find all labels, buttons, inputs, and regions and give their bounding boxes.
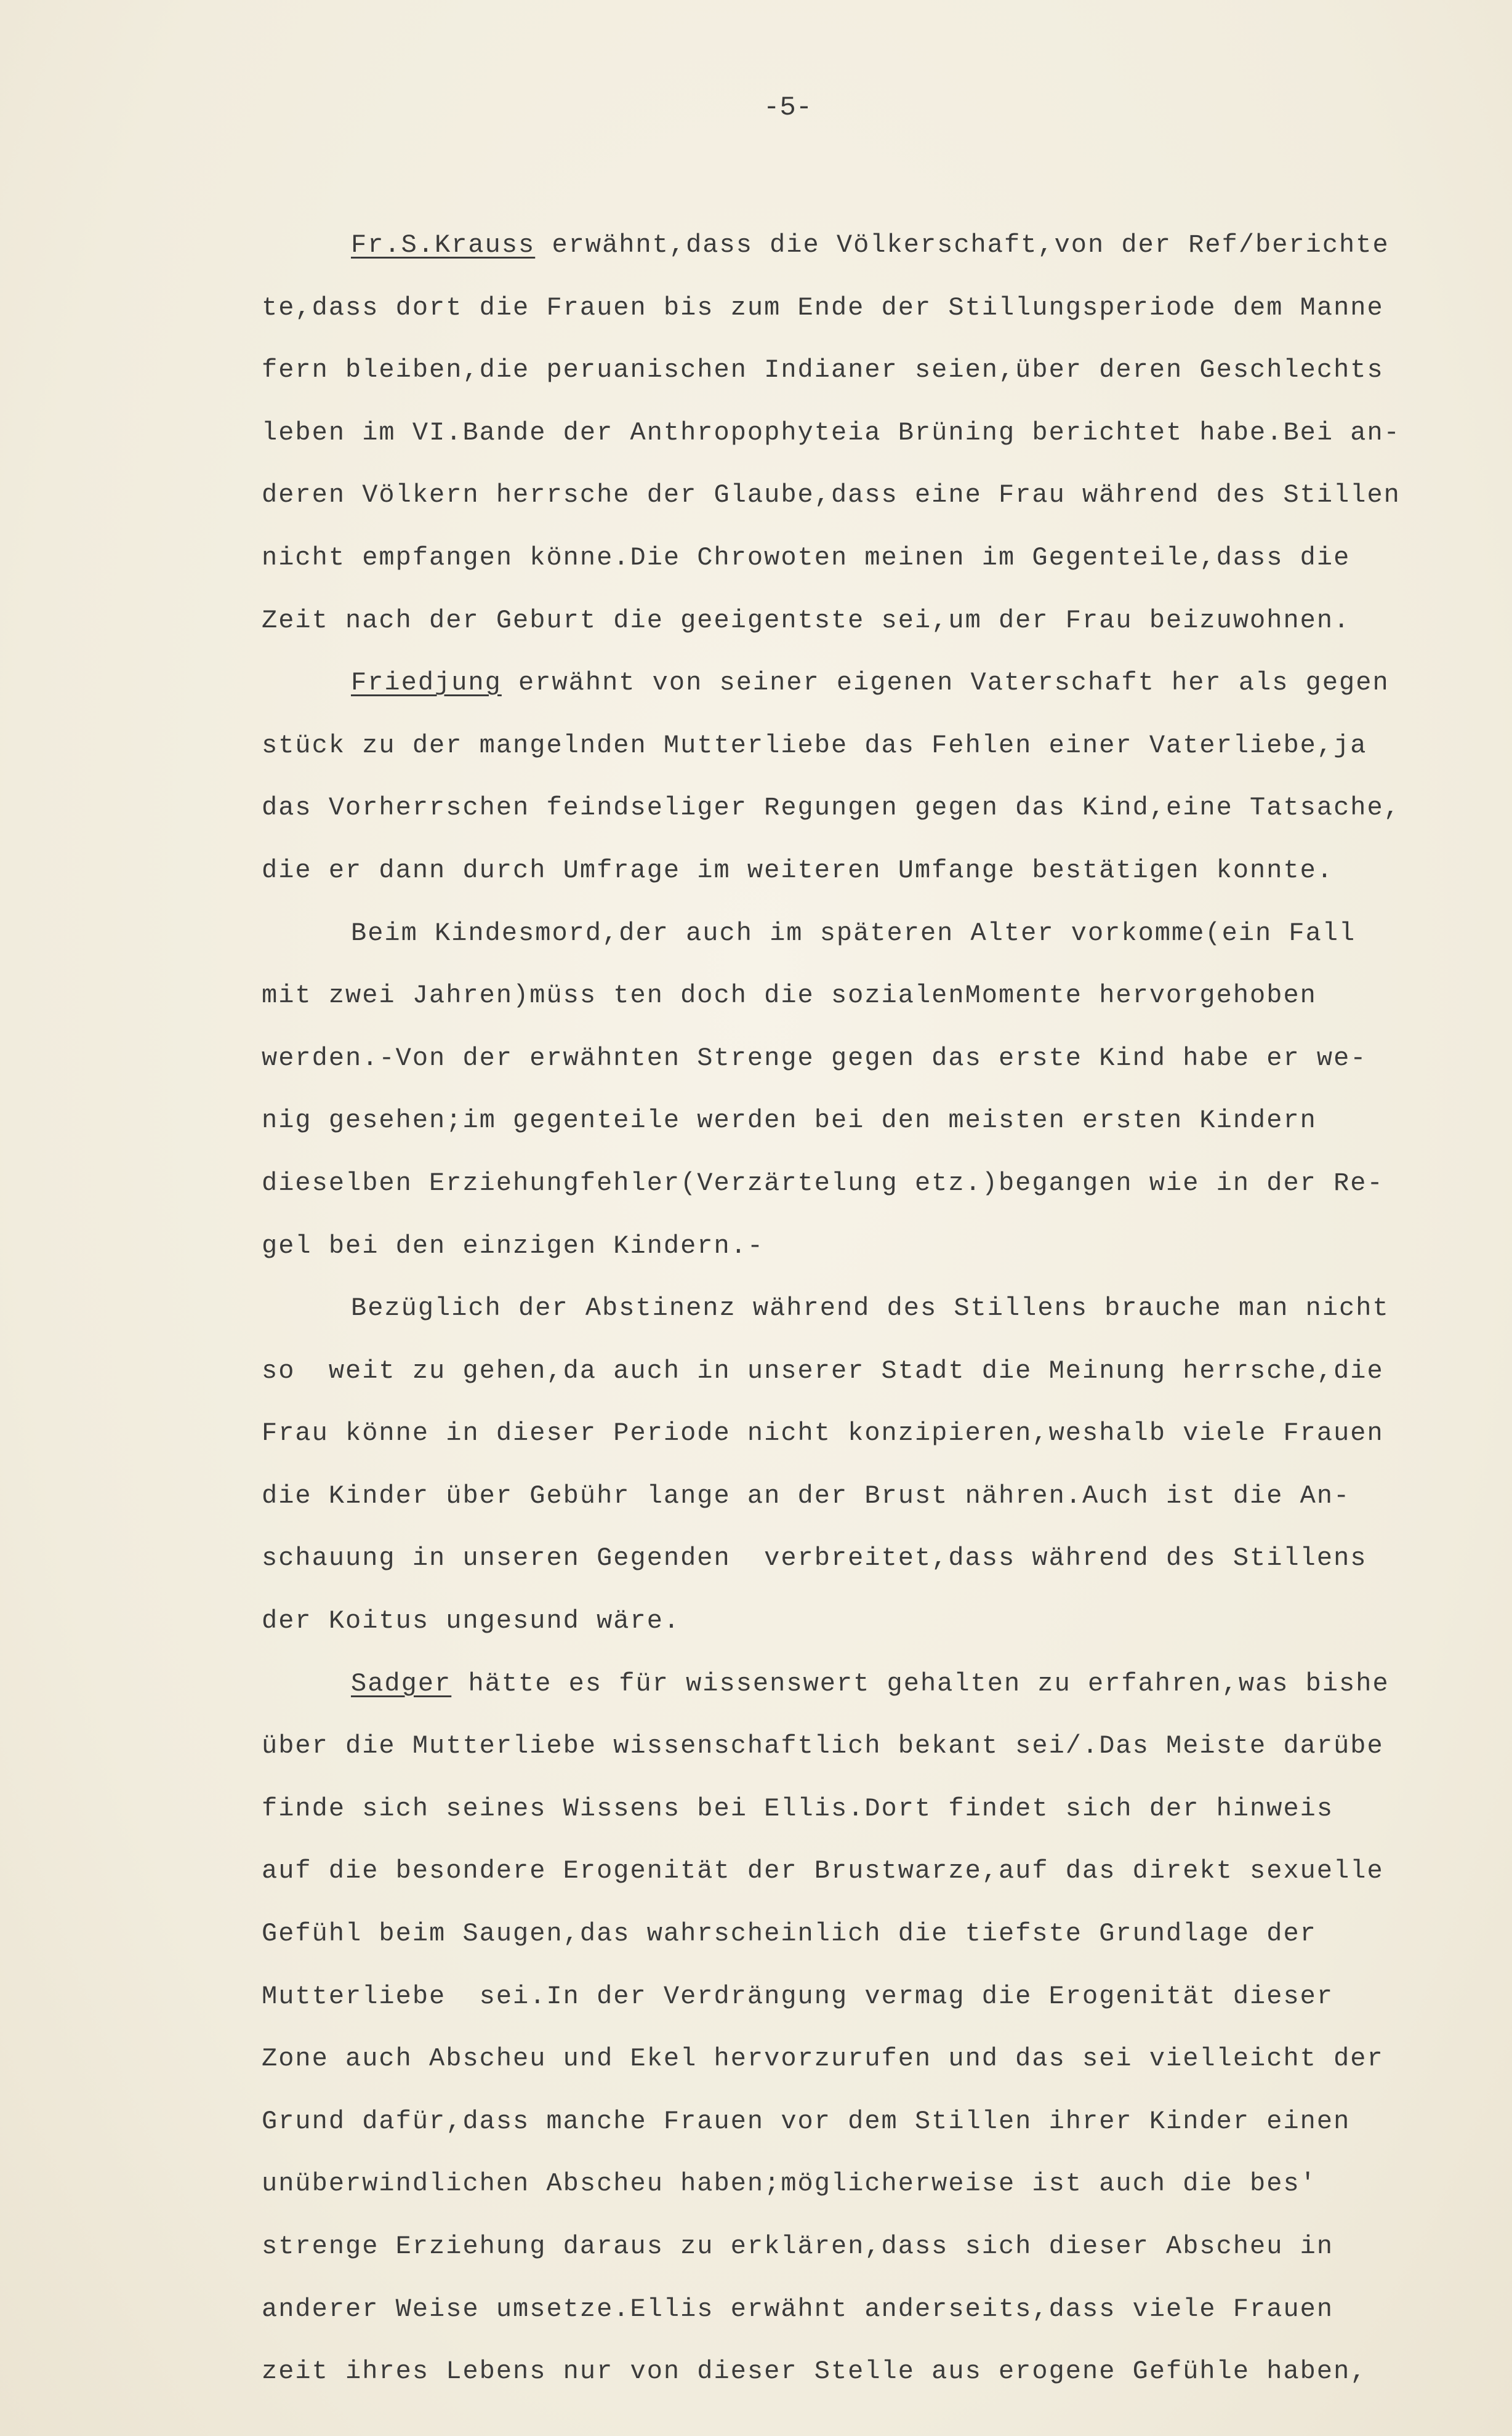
- text-line: Beim Kindesmord,der auch im späteren Alter vorkomme(ein Fall: [351, 918, 1356, 948]
- text-line: der Koitus ungesund wäre.: [262, 1606, 681, 1636]
- text-line: gel bei den einzigen Kindern.-: [262, 1231, 765, 1261]
- line-text: erwähnt,dass die Völkerschaft,von der Ref/berichte: [535, 230, 1389, 260]
- text-line: auf die besondere Erogenität der Brustwarze,auf das direkt sexuelle: [262, 1856, 1384, 1886]
- text-line: die er dann durch Umfrage im weiteren Umfange bestätigen konnte.: [262, 855, 1334, 885]
- text-line: Zone auch Abscheu und Ekel hervorzurufen und das sei vielleicht der: [262, 2044, 1384, 2074]
- text-line: anderer Weise umsetze.Ellis erwähnt anderseits,dass viele Frauen: [262, 2294, 1334, 2324]
- body-text: [262, 214, 1496, 2403]
- speaker-name: Sadger: [351, 1668, 452, 1698]
- speaker-name: Fr.S.Krauss: [351, 230, 536, 260]
- text-line: das Vorherrschen feindseliger Regungen gegen das Kind,eine Tatsache,: [262, 793, 1401, 823]
- text-line: deren Völkern herrsche der Glaube,dass eine Frau während des Stillen: [262, 480, 1401, 510]
- speaker-name: Friedjung: [351, 668, 502, 698]
- text-line: nicht empfangen könne.Die Chrowoten meinen im Gegenteile,dass die: [262, 542, 1351, 573]
- text-line: Frau könne in dieser Periode nicht konzipieren,weshalb viele Frauen: [262, 1418, 1384, 1449]
- text-line: [262, 1653, 1496, 1716]
- line-text: hätte es für wissenswert gehalten zu erfahren,was bishe: [451, 1668, 1389, 1698]
- text-line: leben im VI.Bande der Anthropophyteia Brüning berichtet habe.Bei an-: [262, 417, 1401, 448]
- text-line: dieselben Erziehungfehler(Verzärtelung etz.)begangen wie in der Re-: [262, 1168, 1384, 1198]
- text-line: stück zu der mangelnden Mutterliebe das Fehlen einer Vaterliebe,ja: [262, 730, 1367, 760]
- text-line: Mutterliebe sei.In der Verdrängung vermag die Erogenität dieser: [262, 1981, 1334, 2011]
- text-line: so weit zu gehen,da auch in unserer Stadt die Meinung herrsche,die: [262, 1356, 1384, 1386]
- text-line: schauung in unseren Gegenden verbreitet,dass während des Stillens: [262, 1543, 1367, 1574]
- text-line: unüberwindlichen Abscheu haben;möglicherweise ist auch die bes': [262, 2169, 1317, 2199]
- text-line: Bezüglich der Abstinenz während des Stillens brauche man nicht: [351, 1293, 1389, 1324]
- text-line: [262, 214, 1496, 277]
- text-line: strenge Erziehung daraus zu erklären,dass sich dieser Abscheu in: [262, 2232, 1334, 2261]
- text-line: werden.-Von der erwähnten Strenge gegen das erste Kind habe er we-: [262, 1043, 1367, 1073]
- text-line: [262, 652, 1496, 715]
- text-line: zeit ihres Lebens nur von dieser Stelle aus erogene Gefühle haben,: [262, 2357, 1367, 2387]
- text-line: mit zwei Jahren)müss ten doch die sozialenMomente hervorgehoben: [262, 981, 1317, 1011]
- text-line: Gefühl beim Saugen,das wahrscheinlich die tiefste Grundlage der: [262, 1919, 1317, 1949]
- text-line: die Kinder über Gebühr lange an der Brust nähren.Auch ist die An-: [262, 1481, 1351, 1511]
- text-line: über die Mutterliebe wissenschaftlich bekant sei/.Das Meiste darübe: [262, 1731, 1384, 1761]
- text-line: fern bleiben,die peruanischen Indianer seien,über deren Geschlechts: [262, 355, 1384, 385]
- text-line: nig gesehen;im gegenteile werden bei den meisten ersten Kindern: [262, 1106, 1317, 1136]
- line-text: erwähnt von seiner eigenen Vaterschaft her als gegen: [501, 668, 1389, 698]
- text-line: Zeit nach der Geburt die geeigentste sei,um der Frau beizuwohnen.: [262, 605, 1351, 635]
- text-line: finde sich seines Wissens bei Ellis.Dort findet sich der hinweis: [262, 1793, 1334, 1823]
- text-line: Grund dafür,dass manche Frauen vor dem Stillen ihrer Kinder einen: [262, 2106, 1351, 2136]
- text-line: te,dass dort die Frauen bis zum Ende der Stillungsperiode dem Manne: [262, 292, 1384, 323]
- page-number: -5-: [763, 92, 813, 123]
